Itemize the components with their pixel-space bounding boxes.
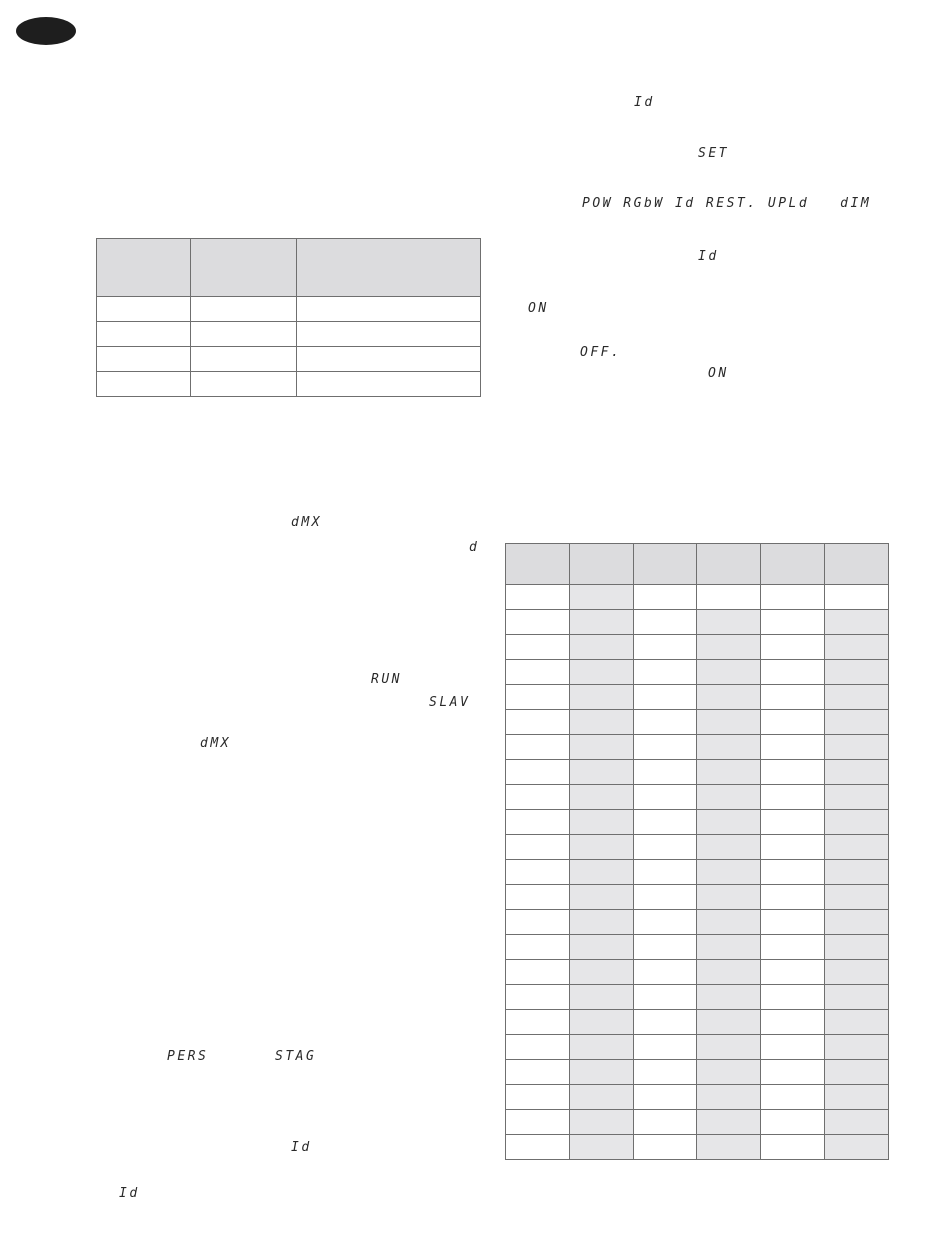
- language-badge-icon: [16, 17, 76, 45]
- display-pers: PERS: [167, 1049, 209, 1064]
- table-cell: [569, 685, 633, 710]
- table-cell: [633, 985, 697, 1010]
- table-cell: [697, 985, 761, 1010]
- table-cell: [761, 1010, 825, 1035]
- display-menu-list: POW RGbW Id REST. UPLd dIM: [582, 196, 872, 211]
- display-run: RUN: [371, 672, 402, 687]
- header-cell: [297, 239, 481, 297]
- display-id-mid: Id: [698, 249, 719, 264]
- channel-table: [505, 543, 889, 1160]
- table-cell: [569, 735, 633, 760]
- display-set: SET: [698, 146, 729, 161]
- table-cell: [825, 735, 889, 760]
- table-cell: [569, 1060, 633, 1085]
- table-cell: [633, 810, 697, 835]
- table-cell: [761, 810, 825, 835]
- table-cell: [697, 685, 761, 710]
- table-cell: [697, 610, 761, 635]
- table-row: [506, 635, 889, 660]
- table-cell: [761, 685, 825, 710]
- table-cell: [825, 610, 889, 635]
- table-cell: [697, 585, 761, 610]
- table-cell: [633, 660, 697, 685]
- table-cell: [761, 835, 825, 860]
- table-cell: [825, 960, 889, 985]
- table-cell: [190, 347, 297, 372]
- table-cell: [97, 347, 191, 372]
- display-on: ON: [528, 301, 549, 316]
- table-cell: [633, 860, 697, 885]
- table-row: [506, 1010, 889, 1035]
- table-cell: [297, 372, 481, 397]
- table-cell: [633, 610, 697, 635]
- table-cell: [825, 710, 889, 735]
- table-cell: [633, 1060, 697, 1085]
- table-cell: [825, 760, 889, 785]
- table-cell: [633, 1035, 697, 1060]
- table-row: [506, 660, 889, 685]
- table-row: [506, 1085, 889, 1110]
- table-cell: [761, 585, 825, 610]
- table-cell: [569, 810, 633, 835]
- display-id: Id: [291, 1140, 312, 1155]
- table-row: [506, 935, 889, 960]
- table-cell: [506, 960, 570, 985]
- table-cell: [569, 910, 633, 935]
- table-cell: [697, 785, 761, 810]
- table-row: [506, 610, 889, 635]
- table-cell: [761, 635, 825, 660]
- table-cell: [761, 710, 825, 735]
- table-cell: [697, 1060, 761, 1085]
- table-cell: [506, 835, 570, 860]
- table-cell: [633, 960, 697, 985]
- table-cell: [633, 635, 697, 660]
- table-cell: [697, 835, 761, 860]
- table-cell: [825, 985, 889, 1010]
- table-cell: [569, 1110, 633, 1135]
- table-cell: [697, 860, 761, 885]
- table-cell: [190, 322, 297, 347]
- table-cell: [569, 1010, 633, 1035]
- table-cell: [633, 685, 697, 710]
- table-row: [506, 885, 889, 910]
- header-cell: [825, 544, 889, 585]
- table-row: [506, 1035, 889, 1060]
- table-row: [506, 585, 889, 610]
- table-cell: [825, 885, 889, 910]
- table-cell: [506, 985, 570, 1010]
- table-cell: [297, 297, 481, 322]
- table-cell: [297, 322, 481, 347]
- table-cell: [569, 610, 633, 635]
- table-row: [506, 960, 889, 985]
- table-cell: [97, 322, 191, 347]
- table-cell: [761, 1060, 825, 1085]
- table-cell: [825, 835, 889, 860]
- table-cell: [825, 810, 889, 835]
- table-cell: [97, 372, 191, 397]
- table-cell: [569, 885, 633, 910]
- table-cell: [697, 635, 761, 660]
- table-cell: [569, 960, 633, 985]
- table-row: [506, 735, 889, 760]
- table-cell: [506, 1085, 570, 1110]
- table-cell: [633, 910, 697, 935]
- table-cell: [697, 910, 761, 935]
- table-cell: [697, 760, 761, 785]
- display-id-top: Id: [634, 95, 655, 110]
- header-cell: [569, 544, 633, 585]
- table-cell: [633, 585, 697, 610]
- table-cell: [761, 1110, 825, 1135]
- table-cell: [569, 710, 633, 735]
- table-cell: [569, 1085, 633, 1110]
- table-cell: [697, 660, 761, 685]
- table-cell: [761, 860, 825, 885]
- table-row: [97, 372, 481, 397]
- table-cell: [190, 372, 297, 397]
- table-cell: [761, 1135, 825, 1160]
- table-header-row: [506, 544, 889, 585]
- table-row: [97, 322, 481, 347]
- table-cell: [697, 810, 761, 835]
- table-cell: [825, 635, 889, 660]
- table-cell: [697, 1085, 761, 1110]
- table-row: [506, 760, 889, 785]
- table-cell: [569, 1035, 633, 1060]
- table-cell: [506, 685, 570, 710]
- table-cell: [569, 585, 633, 610]
- table-cell: [506, 710, 570, 735]
- display-slav: SLAV: [429, 695, 471, 710]
- display-stag: STAG: [275, 1049, 317, 1064]
- table-cell: [633, 1010, 697, 1035]
- table-cell: [569, 935, 633, 960]
- table-cell: [825, 1110, 889, 1135]
- display-id-2: Id: [119, 1186, 140, 1201]
- table-cell: [825, 1135, 889, 1160]
- table-cell: [697, 1010, 761, 1035]
- table-row: [506, 685, 889, 710]
- header-cell: [97, 239, 191, 297]
- table-cell: [697, 1110, 761, 1135]
- table-cell: [825, 860, 889, 885]
- table-cell: [633, 935, 697, 960]
- table-cell: [761, 910, 825, 935]
- table-cell: [506, 585, 570, 610]
- table-cell: [761, 610, 825, 635]
- table-cell: [761, 1085, 825, 1110]
- header-cell: [761, 544, 825, 585]
- table-cell: [506, 1010, 570, 1035]
- table-cell: [506, 910, 570, 935]
- table-header-row: [97, 239, 481, 297]
- display-d: d: [469, 540, 480, 555]
- table-cell: [761, 985, 825, 1010]
- table-cell: [761, 785, 825, 810]
- table-cell: [506, 785, 570, 810]
- table-cell: [569, 1135, 633, 1160]
- display-off: OFF.: [580, 345, 622, 360]
- table-cell: [506, 1135, 570, 1160]
- table-cell: [569, 835, 633, 860]
- table-cell: [697, 960, 761, 985]
- table-cell: [633, 785, 697, 810]
- table-row: [506, 1110, 889, 1135]
- display-dmx: dMX: [291, 515, 322, 530]
- table-cell: [825, 935, 889, 960]
- table-cell: [633, 710, 697, 735]
- table-row: [506, 1060, 889, 1085]
- table-row: [506, 785, 889, 810]
- table-cell: [190, 297, 297, 322]
- table-cell: [569, 785, 633, 810]
- table-cell: [506, 660, 570, 685]
- table-cell: [506, 935, 570, 960]
- table-row: [506, 810, 889, 835]
- table-row: [506, 710, 889, 735]
- table-cell: [825, 585, 889, 610]
- table-cell: [506, 635, 570, 660]
- table-row: [97, 347, 481, 372]
- table-cell: [697, 1035, 761, 1060]
- table-row: [506, 860, 889, 885]
- table-row: [506, 1135, 889, 1160]
- table-cell: [761, 885, 825, 910]
- table-cell: [97, 297, 191, 322]
- display-on-2: ON: [708, 366, 729, 381]
- table-cell: [825, 660, 889, 685]
- header-cell: [697, 544, 761, 585]
- table-cell: [569, 860, 633, 885]
- table-row: [97, 297, 481, 322]
- table-row: [506, 835, 889, 860]
- table-cell: [825, 1035, 889, 1060]
- table-cell: [569, 660, 633, 685]
- table-cell: [569, 635, 633, 660]
- table-cell: [697, 935, 761, 960]
- table-cell: [506, 1060, 570, 1085]
- table-cell: [761, 660, 825, 685]
- table-cell: [569, 760, 633, 785]
- table-cell: [297, 347, 481, 372]
- header-cell: [633, 544, 697, 585]
- table-cell: [761, 1035, 825, 1060]
- header-cell: [506, 544, 570, 585]
- table-cell: [825, 1060, 889, 1085]
- table-cell: [825, 1010, 889, 1035]
- table-cell: [506, 610, 570, 635]
- table-cell: [825, 785, 889, 810]
- table-cell: [633, 1135, 697, 1160]
- header-cell: [190, 239, 297, 297]
- table-cell: [761, 735, 825, 760]
- table-cell: [633, 735, 697, 760]
- table-cell: [697, 1135, 761, 1160]
- table-cell: [633, 760, 697, 785]
- table-cell: [697, 710, 761, 735]
- table-cell: [506, 735, 570, 760]
- table-cell: [633, 835, 697, 860]
- table-cell: [633, 1085, 697, 1110]
- table-cell: [825, 1085, 889, 1110]
- table-cell: [506, 810, 570, 835]
- table-cell: [697, 735, 761, 760]
- table-row: [506, 985, 889, 1010]
- table-cell: [697, 885, 761, 910]
- table-cell: [825, 910, 889, 935]
- table-row: [506, 910, 889, 935]
- table-cell: [633, 1110, 697, 1135]
- table-cell: [761, 960, 825, 985]
- table-cell: [761, 935, 825, 960]
- table-cell: [506, 1035, 570, 1060]
- table-cell: [506, 760, 570, 785]
- table-cell: [506, 860, 570, 885]
- display-dmx-2: dMX: [200, 736, 231, 751]
- table-cell: [506, 885, 570, 910]
- table-cell: [506, 1110, 570, 1135]
- table-cell: [569, 985, 633, 1010]
- table-cell: [633, 885, 697, 910]
- settings-table: [96, 238, 481, 397]
- table-cell: [825, 685, 889, 710]
- table-cell: [761, 760, 825, 785]
